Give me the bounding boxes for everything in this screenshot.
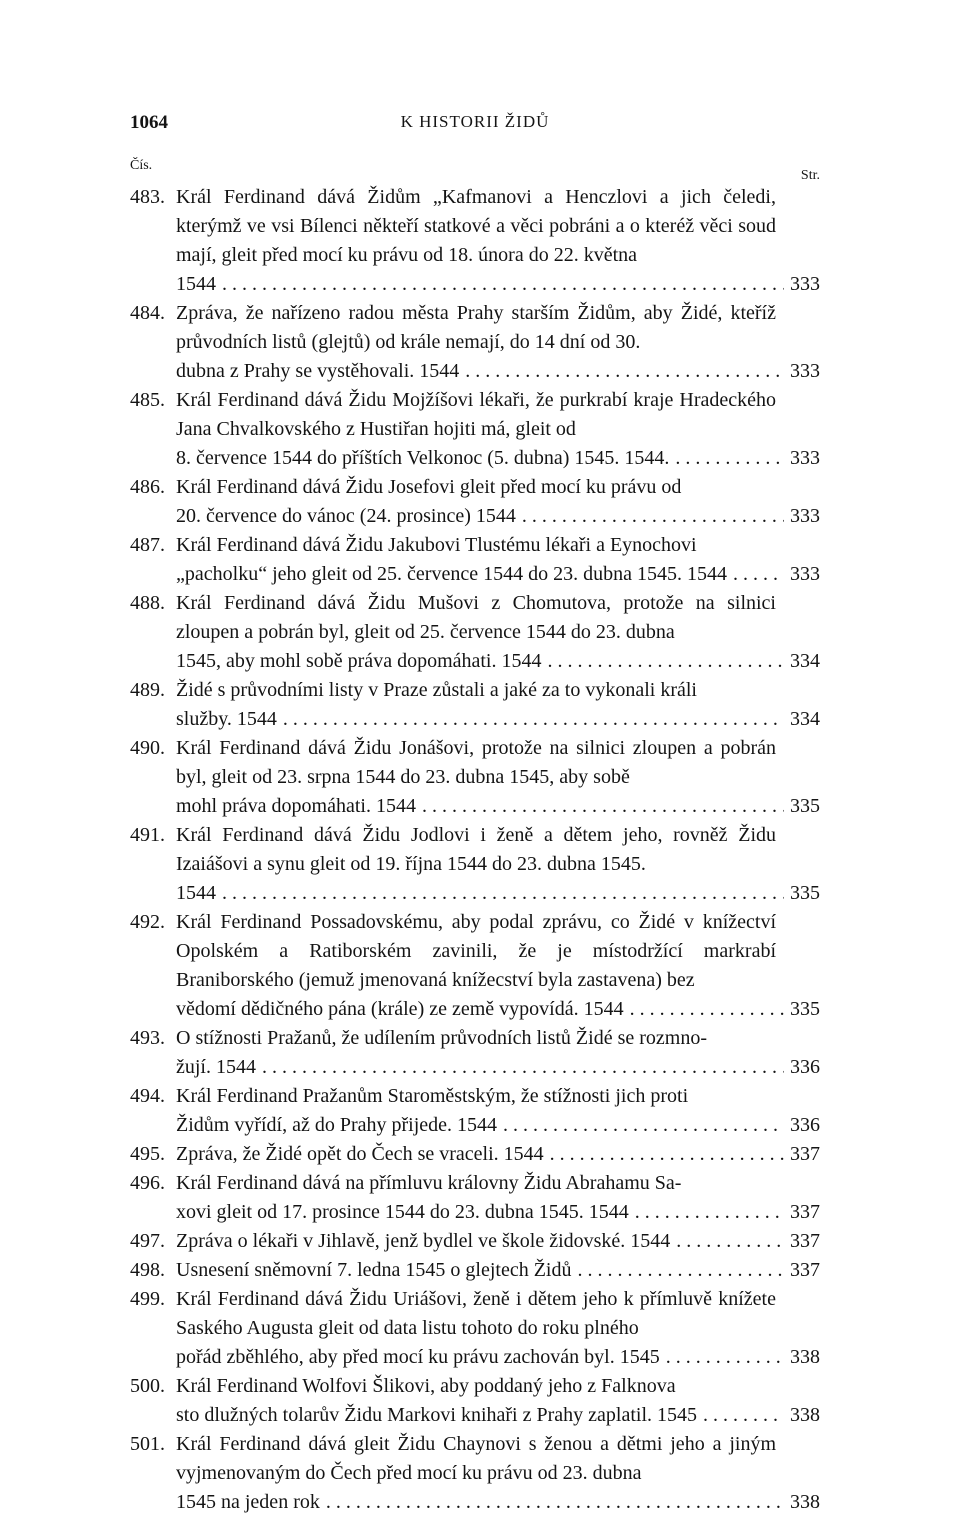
list-item [130, 299, 820, 386]
list-item [130, 1430, 820, 1517]
dot-leader [630, 995, 784, 1024]
dot-leader [675, 444, 784, 473]
entry-number: 487. [130, 534, 165, 556]
entry-number: 493. [130, 1027, 165, 1049]
entry-number: 490. [130, 737, 165, 759]
entry-text: Král Ferdinand Wolfovi Šlikovi, aby poddaný jeho z Falknova [176, 1375, 676, 1397]
dot-leader [548, 647, 785, 676]
list-item [130, 1256, 820, 1285]
entry-page-number: 334 [790, 650, 820, 672]
entry-number: 486. [130, 476, 165, 498]
entry-last-line: Zpráva o lékaři v Jihlavě, jenž bydlel ve škole židovské. 1544 [176, 1230, 671, 1252]
entry-page-number: 337 [790, 1201, 820, 1223]
entry-text: Král Ferdinand dává Židu Jodlovi i ženě a dětem jeho, rovněž Židu Izaiášovi a synu gleit od 19. října 1544 do 23. dubna 1545. [176, 824, 776, 875]
entry-text: Král Ferdinand Pražanům Staroměstským, že stížnosti jich proti [176, 1085, 689, 1107]
dot-leader [503, 1111, 784, 1140]
entry-last-line: vědomí dědičného pána (krále) ze země vypovídá. 1544 [176, 998, 624, 1020]
list-item [130, 1285, 820, 1372]
entry-text: Král Ferdinand dává Židu Mojžíšovi lékaři, že purkrabí kraje Hradeckého Jana Chvalkovského z Hustiřan hojiti má, gleit od [176, 389, 776, 440]
entry-last-line: dubna z Prahy se vystěhovali. 1544 [176, 360, 460, 382]
entry-last-line: Zpráva, že Židé opět do Čech se vraceli. 1544 [176, 1143, 544, 1165]
list-item [130, 734, 820, 821]
dot-leader [550, 1140, 784, 1169]
entry-last-line: 1545, aby mohl sobě práva dopomáhati. 1544 [176, 650, 542, 672]
entry-text: O stížnosti Pražanů, že udílením průvodních listů Židé se rozmno- [176, 1027, 707, 1049]
page-number: 1064 [130, 112, 168, 133]
entry-last-line: Usnesení sněmovní 7. ledna 1545 o glejtech Židů [176, 1259, 572, 1281]
dot-leader [666, 1343, 784, 1372]
entry-text: Král Ferdinand dává Židu Jonášovi, protože na silnici zloupen a pobrán byl, gleit od 23. srpna 1544 do 23. dubna 1545, aby sobě [176, 737, 776, 788]
entry-number: 496. [130, 1172, 165, 1194]
entry-number: 488. [130, 592, 165, 614]
entry-number: 483. [130, 186, 165, 208]
dot-leader [283, 705, 784, 734]
entry-page-number: 335 [790, 795, 820, 817]
dot-leader [577, 1256, 784, 1285]
entry-text: Král Ferdinand dává gleit Židu Chaynovi s ženou a dětmi jeho a jiným vyjmenovaným do Čech před mocí ku právu od 23. dubna [176, 1433, 776, 1484]
entry-page-number: 333 [790, 273, 820, 295]
list-item [130, 531, 820, 589]
entry-text: Král Ferdinand dává Židu Uriášovi, ženě i dětem jeho k přímluvě knížete Saského Augusta gleit od data listu tohoto do roku plného [176, 1288, 776, 1339]
entry-page-number: 333 [790, 505, 820, 527]
entry-last-line: pořád zběhlého, aby před mocí ku právu zachován byl. 1545 [176, 1346, 660, 1368]
dot-leader [262, 1053, 784, 1082]
entry-last-line: 1544 [176, 273, 216, 295]
entry-text: Král Ferdinand dává na přímluvu královny Židu Abrahamu Sa- [176, 1172, 682, 1194]
entry-number: 499. [130, 1288, 165, 1310]
list-item [130, 821, 820, 908]
entry-page-number: 335 [790, 882, 820, 904]
entry-last-line: 1544 [176, 882, 216, 904]
list-item [130, 473, 820, 531]
entry-text: Král Ferdinand dává Židům „Kafmanovi a Henczlovi a jich čeledi, kterýmž ve vsi Bílenci někteří statkové a věci pobráni a o kteréž věci soud mají, gleit před mocí ku právu od 18. února do 22. května [176, 186, 776, 266]
list-item [130, 1140, 820, 1169]
entry-text: Král Ferdinand dává Židu Mušovi z Chomutova, protože na silnici zloupen a pobrán byl, gleit od 25. července 1544 do 23. dubna [176, 592, 776, 643]
entry-number: 500. [130, 1375, 165, 1397]
entry-text: Král Ferdinand dává Židu Josefovi gleit před mocí ku právu od [176, 476, 682, 498]
entry-list [130, 183, 820, 1517]
entry-page-number: 337 [790, 1230, 820, 1252]
entry-number: 485. [130, 389, 165, 411]
entry-number: 491. [130, 824, 165, 846]
entry-text: Král Ferdinand dává Židu Jakubovi Tlustému lékaři a Eynochovi [176, 534, 697, 556]
entry-page-number: 335 [790, 998, 820, 1020]
list-item [130, 1082, 820, 1140]
entry-page-number: 336 [790, 1114, 820, 1136]
entry-number: 494. [130, 1085, 165, 1107]
entry-page-number: 336 [790, 1056, 820, 1078]
entry-number: 498. [130, 1259, 165, 1281]
entry-page-number: 337 [790, 1143, 820, 1165]
entry-page-number: 338 [790, 1346, 820, 1368]
list-item [130, 386, 820, 473]
entry-text: Židé s průvodními listy v Praze zůstali a jaké za to vykonali králi [176, 679, 697, 701]
dot-leader [222, 879, 784, 908]
entry-page-number: 337 [790, 1259, 820, 1281]
entry-last-line: „pacholku“ jeho gleit od 25. července 1544 do 23. dubna 1545. 1544 [176, 563, 727, 585]
entry-page-number: 338 [790, 1491, 820, 1513]
list-item [130, 183, 820, 299]
entry-last-line: žují. 1544 [176, 1056, 256, 1078]
page-header [130, 112, 820, 138]
entry-text: Zpráva, že nařízeno radou města Prahy starším Židům, aby Židé, kteříž průvodních listů (glejtů) od krále nemají, do 14 dní od 30. [176, 302, 776, 353]
entry-text: Král Ferdinand Possadovskému, aby podal zprávu, co Židé v knížectví Opolském a Ratiborském zavinili, že je místodržící markrabí Braniborského (jemuž jmenovaná knížecství byla zastavena) bez [176, 911, 776, 991]
list-item [130, 589, 820, 676]
dot-leader [635, 1198, 784, 1227]
entry-last-line: 8. července 1544 do příštích Velkonoc (5. dubna) 1545. 1544. [176, 447, 670, 469]
entry-number: 484. [130, 302, 165, 324]
entry-last-line: mohl práva dopomáhati. 1544 [176, 795, 416, 817]
list-item [130, 676, 820, 734]
list-item [130, 1372, 820, 1430]
list-item [130, 908, 820, 1024]
dot-leader [465, 357, 784, 386]
entry-last-line: sto dlužných tolarův Židu Markovi knihaři z Prahy zaplatil. 1545 [176, 1404, 697, 1426]
dot-leader [733, 560, 784, 589]
dot-leader [222, 270, 784, 299]
entry-number: 489. [130, 679, 165, 701]
list-item [130, 1227, 820, 1256]
entry-last-line: 1545 na jeden rok [176, 1491, 320, 1513]
dot-leader [422, 792, 784, 821]
entry-last-line: xovi gleit od 17. prosince 1544 do 23. dubna 1545. 1544 [176, 1201, 629, 1223]
dot-leader [326, 1488, 784, 1517]
entry-page-number: 338 [790, 1404, 820, 1426]
entry-last-line: 20. července do vánoc (24. prosince) 1544 [176, 505, 516, 527]
dot-leader [676, 1227, 784, 1256]
dot-leader [522, 502, 784, 531]
list-item [130, 1169, 820, 1227]
entry-page-number: 333 [790, 360, 820, 382]
entry-last-line: služby. 1544 [176, 708, 277, 730]
entry-number: 495. [130, 1143, 165, 1165]
entry-page-number: 334 [790, 708, 820, 730]
entry-page-number: 333 [790, 447, 820, 469]
entry-number: 492. [130, 911, 165, 933]
dot-leader [703, 1401, 784, 1430]
entry-number: 497. [130, 1230, 165, 1252]
list-item [130, 1024, 820, 1082]
number-column-label: Čís. [130, 158, 153, 173]
page-column-label: Str. [800, 168, 820, 183]
running-title: K HISTORII ŽIDŮ [400, 112, 550, 131]
entry-page-number: 333 [790, 563, 820, 585]
entry-last-line: Židům vyřídí, až do Prahy přijede. 1544 [176, 1114, 498, 1136]
entry-number: 501. [130, 1433, 165, 1455]
